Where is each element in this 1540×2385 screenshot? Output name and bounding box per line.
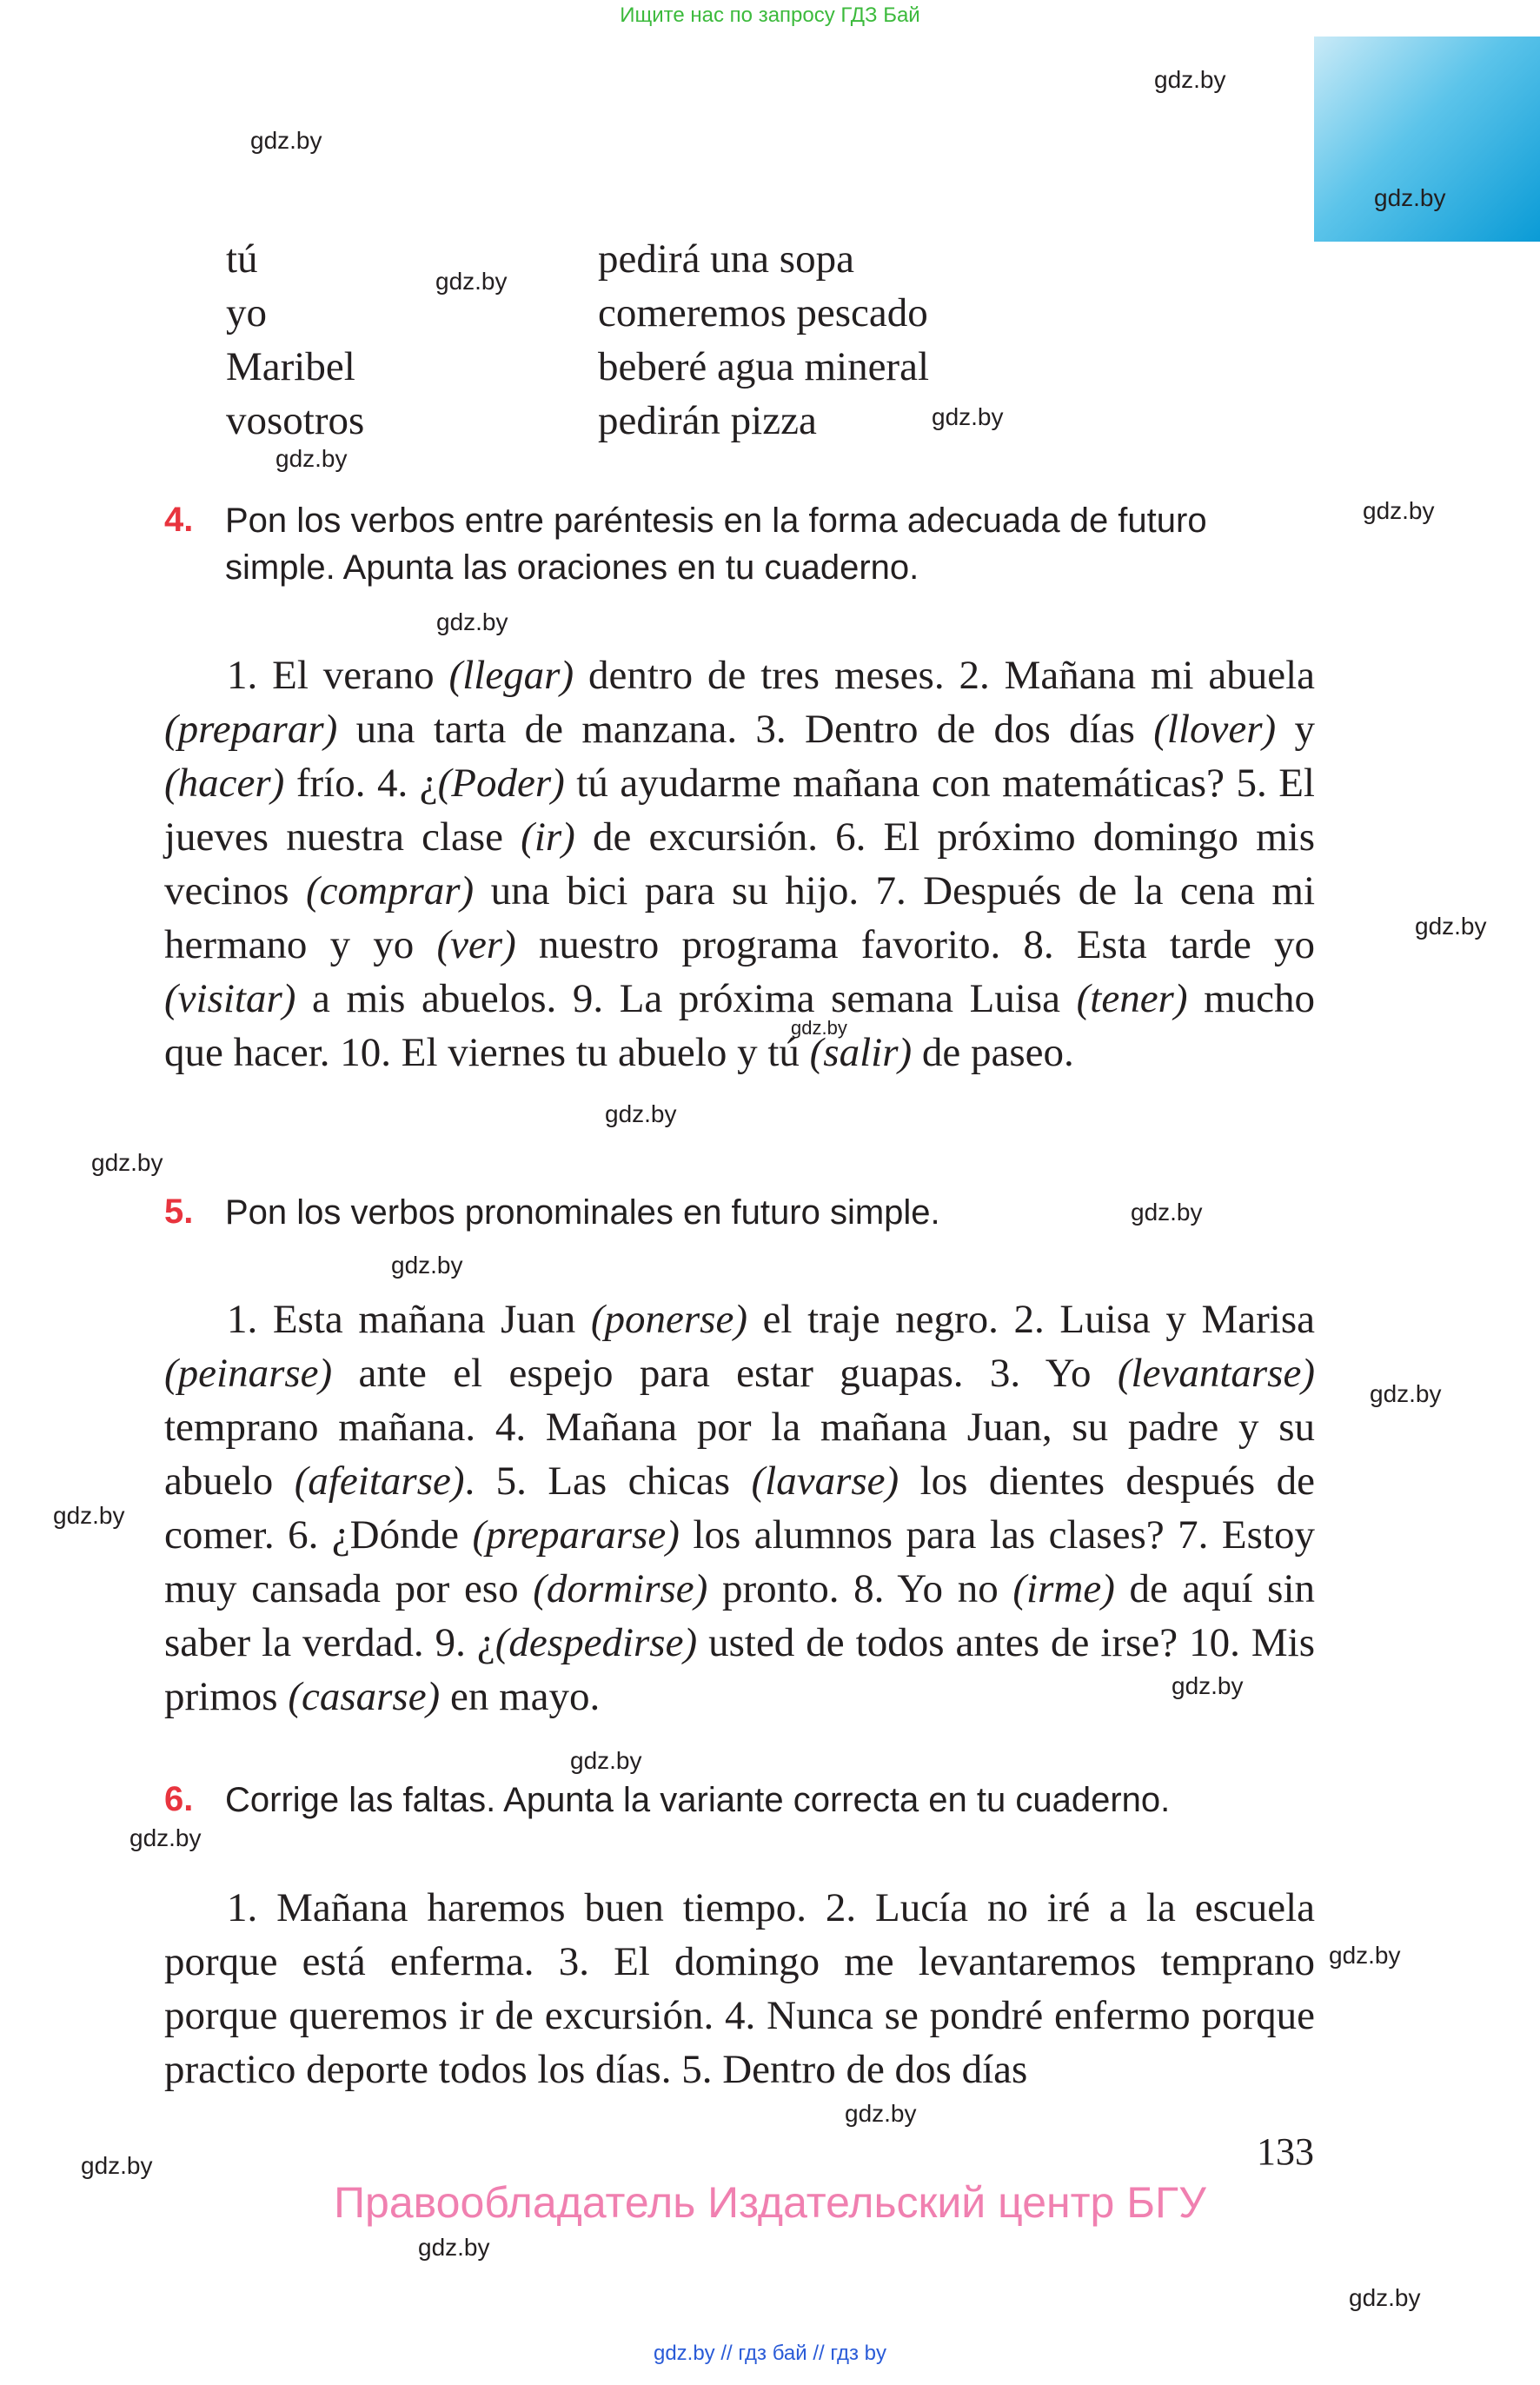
watermark: gdz.by bbox=[275, 445, 348, 472]
subject-item: Maribel bbox=[226, 344, 355, 389]
verb-in-parentheses: (llegar) bbox=[448, 653, 574, 698]
verb-in-parentheses: (visitar) bbox=[164, 976, 296, 1021]
watermark: gdz.by bbox=[570, 1747, 642, 1774]
exercise-4-number: 4. bbox=[164, 501, 194, 539]
verb-in-parentheses: (llover) bbox=[1153, 707, 1277, 752]
watermark: gdz.by bbox=[1154, 66, 1226, 93]
subject-item: vosotros bbox=[226, 398, 365, 443]
verb-in-parentheses: (ver) bbox=[436, 922, 516, 967]
verb-in-parentheses: (ponerse) bbox=[590, 1297, 747, 1342]
watermark: gdz.by bbox=[1415, 913, 1487, 940]
verb-in-parentheses: (salir) bbox=[809, 1030, 913, 1075]
footer-links: gdz.by // гдз бай // гдз by bbox=[653, 2342, 887, 2365]
verb-in-parentheses: (ir) bbox=[521, 814, 575, 860]
verb-in-parentheses: (Poder) bbox=[437, 761, 565, 806]
verb-in-parentheses: (peinarse) bbox=[164, 1351, 333, 1396]
predicate-item: beberé agua mineral bbox=[598, 344, 930, 389]
pair-subjects bbox=[226, 232, 364, 448]
verb-in-parentheses: (preparar) bbox=[164, 707, 338, 752]
verb-in-parentheses: (comprar) bbox=[305, 868, 475, 913]
watermark: gdz.by bbox=[932, 403, 1004, 430]
subject-item: tú bbox=[226, 236, 258, 282]
verb-in-parentheses: (levantarse) bbox=[1117, 1351, 1315, 1396]
watermark: gdz.by bbox=[391, 1252, 463, 1279]
watermark: gdz.by bbox=[845, 2100, 917, 2127]
subject-item: yo bbox=[226, 290, 267, 335]
watermark: gdz.by bbox=[1349, 2284, 1421, 2311]
exercise-5-instruction: Pon los verbos pronominales en futuro simple. bbox=[225, 1193, 940, 1232]
verb-in-parentheses: (irme) bbox=[1012, 1566, 1115, 1611]
exercise-6-instruction: Corrige las faltas. Apunta la variante correcta en tu cuaderno. bbox=[225, 1781, 1171, 1819]
top-banner: Ищите нас по запросу ГДЗ Бай bbox=[620, 3, 920, 27]
watermark: gdz.by bbox=[791, 1017, 847, 1039]
rights-holder: Правообладатель Издательский центр БГУ bbox=[334, 2178, 1206, 2227]
verb-in-parentheses: (lavarse) bbox=[751, 1458, 899, 1504]
pair-predicates bbox=[598, 232, 929, 448]
exercise-4-instruction: Pon los verbos entre paréntesis en la forma adecuada de futuro simple. Apunta las oraciones en tu cuaderno. bbox=[225, 502, 1207, 587]
exercise-5-text: 1. Esta mañana Juan (ponerse) el traje negro. 2. Luisa y Marisa (peinarse) ante el espejo para estar guapas. 3. Yo (levantarse) temprano mañana. 4. Mañana por la mañana Juan, su padre y su abuelo (afeitarse). 5. Las chicas (lavarse) los dientes después de comer. 6. ¿Dónde (prepararse) los alumnos para las clases? 7. Estoy muy cansada por eso (dormirse) pronto. 8. Yo no (irme) de aquí sin saber la verdad. 9. ¿(despedirse) usted de todos antes de irse? 10. Mis primos (casarse) en mayo. bbox=[164, 1297, 1316, 1719]
watermark: gdz.by bbox=[250, 127, 322, 154]
predicate-item: pedirá una sopa bbox=[598, 236, 854, 282]
watermark: gdz.by bbox=[53, 1502, 125, 1529]
watermark: gdz.by bbox=[436, 608, 508, 635]
watermark: gdz.by bbox=[1363, 497, 1435, 524]
exercise-6-number: 6. bbox=[164, 1780, 194, 1818]
exercise-4-text: 1. El verano (llegar) dentro de tres meses. 2. Mañana mi abuela (preparar) una tarta de manzana. 3. Dentro de dos días (llover) y (hacer) frío. 4. ¿(Poder) tú ayudarme mañana con matemáticas? 5. El jueves nuestra clase (ir) de excursión. 6. El próximo domingo mis vecinos (comprar) una bici para su hijo. 7. Después de la cena mi hermano y yo (ver) nuestro programa favorito. 8. Esta tarde yo (visitar) a mis abuelos. 9. La próxima semana Luisa (tener) mucho que hacer. 10. El viernes tu abuelo y tú (salir) de paseo. bbox=[164, 653, 1316, 1075]
verb-in-parentheses: (dormirse) bbox=[533, 1566, 708, 1611]
watermark: gdz.by bbox=[81, 2152, 153, 2179]
watermark: gdz.by bbox=[91, 1149, 163, 1176]
exercise-5-number: 5. bbox=[164, 1192, 194, 1231]
watermark: gdz.by bbox=[435, 268, 508, 295]
predicate-item: pedirán pizza bbox=[598, 398, 817, 443]
predicate-item: comeremos pescado bbox=[598, 290, 928, 335]
verb-in-parentheses: (despedirse) bbox=[495, 1620, 698, 1665]
watermark: gdz.by bbox=[1131, 1199, 1203, 1226]
verb-in-parentheses: (afeitarse) bbox=[294, 1458, 465, 1504]
exercise-6-text: 1. Mañana haremos buen tiempo. 2. Lucía no iré a la escuela porque está enferma. 3. El domingo me levantaremos temprano porque queremos ir de excursión. 4. Nunca se pondré enfermo porque practico deporte todos los días. 5. Dentro de dos días bbox=[164, 1885, 1315, 2092]
watermark: gdz.by bbox=[1329, 1942, 1401, 1969]
watermark: gdz.by bbox=[1172, 1672, 1244, 1699]
verb-in-parentheses: (tener) bbox=[1076, 976, 1188, 1021]
verb-in-parentheses: (prepararse) bbox=[472, 1512, 680, 1558]
watermark: gdz.by bbox=[418, 2234, 490, 2261]
verb-in-parentheses: (hacer) bbox=[164, 761, 285, 806]
verb-in-parentheses: (casarse) bbox=[288, 1674, 441, 1719]
watermark: gdz.by bbox=[605, 1100, 677, 1127]
watermark: gdz.by bbox=[129, 1824, 202, 1851]
watermark: gdz.by bbox=[1370, 1380, 1442, 1407]
page-number: 133 bbox=[1257, 2130, 1314, 2173]
watermark: gdz.by bbox=[1374, 184, 1446, 211]
